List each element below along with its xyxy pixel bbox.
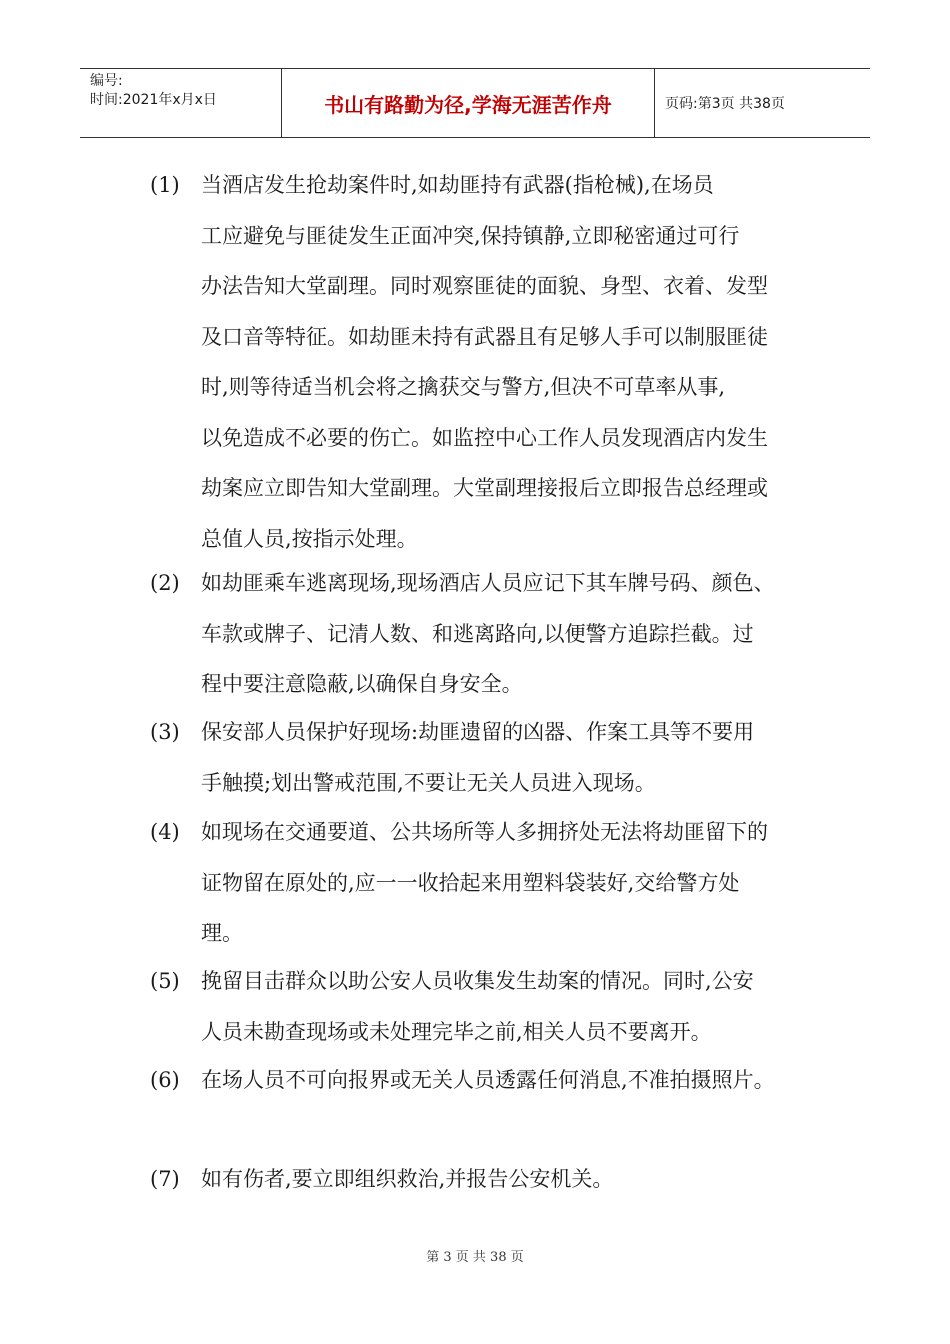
code-label: 编号:: [90, 73, 123, 89]
item-number: (4): [150, 820, 180, 844]
item-text: 保安部人员保护好现场:劫匪遗留的凶器、作案工具等不要用 手触摸;划出警戒范围,不要让无关人员进入现场。: [201, 720, 755, 795]
item-text: 挽留目击群众以助公安人员收集发生劫案的情况。同时,公安 人员未勘查现场或未处理完毕之前,相关人员不要离开。: [201, 969, 754, 1044]
item-text: 在场人员不可向报界或无关人员透露任何消息,不准拍摄照片。: [201, 1068, 775, 1092]
list-item: [150, 956, 840, 1057]
item-number: (2): [150, 571, 180, 595]
list-item: [150, 160, 840, 564]
item-text: 如有伤者,要立即组织救治,并报告公安机关。: [201, 1167, 614, 1191]
page-header: [80, 68, 870, 138]
page-footer: 第 3 页 共 38 页: [426, 1250, 524, 1265]
item-text: 如劫匪乘车逃离现场,现场酒店人员应记下其车牌号码、颜色、 车款或牌子、记清人数、和逃离路向,以便警方追踪拦截。过 程中要注意隐蔽,以确保自身安全。: [201, 571, 775, 696]
item-number: (6): [150, 1068, 180, 1092]
item-number: (1): [150, 173, 180, 197]
header-page-info: 页码:第3页 共38页: [665, 96, 785, 112]
item-text: 如现场在交通要道、公共场所等人多拥挤处无法将劫匪留下的 证物留在原处的,应一一收拾起来用塑料袋装好,交给警方处 理。: [201, 820, 768, 945]
list-item: [150, 807, 840, 959]
header-motto: 书山有路勤为径,学海无涯苦作舟: [282, 69, 655, 137]
header-meta: [80, 69, 282, 137]
item-text: 当酒店发生抢劫案件时,如劫匪持有武器(指枪械),在场员 工应避免与匪徒发生正面冲突,保持镇静,立即秘密通过可行 办法告知大堂副理。同时观察匪徒的面貌、身型、衣着、发型 及口音等特征。如劫匪未持有武器且有足够人手可以制服匪徒 时,则等待适当机会将之擒获交与警方,但决不可草率从事, 以免造成不必要的伤亡。如监控中心工作人员发现酒店内发生 劫案应立即告知大堂副理。大堂副理接报后立即报告总经理或 总值人员,按指示处理。: [201, 173, 768, 551]
list-item: [150, 1055, 840, 1106]
time-label: 时间:2021年x月x日: [90, 92, 217, 108]
item-number: (7): [150, 1167, 180, 1191]
list-item: [150, 707, 840, 808]
list-item: [150, 558, 840, 710]
item-number: (3): [150, 720, 180, 744]
list-item: [150, 1154, 840, 1205]
item-number: (5): [150, 969, 180, 993]
